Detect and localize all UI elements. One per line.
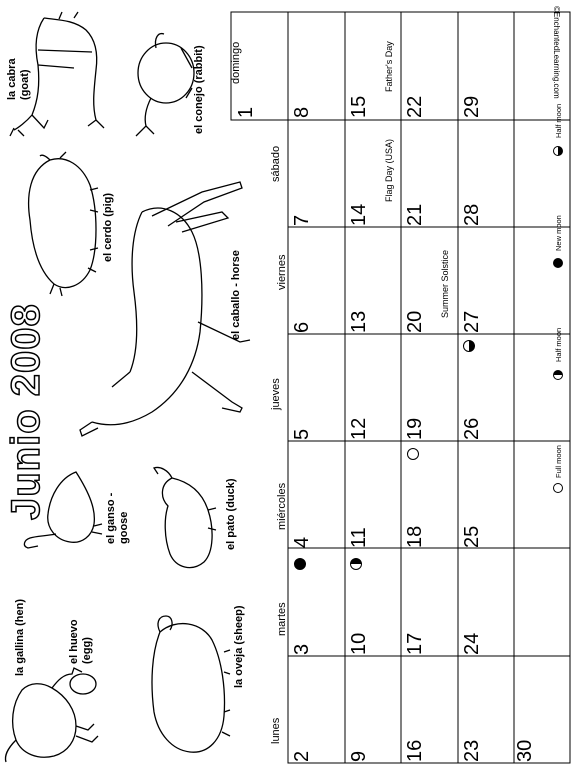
day-13: 13 (348, 310, 370, 333)
day-24: 24 (461, 632, 483, 655)
day-30: 30 (514, 739, 536, 762)
day-1: 1 (235, 106, 257, 118)
duck-icon (150, 458, 220, 578)
label-horse: el caballo - horse (230, 250, 242, 340)
label-sheep: la oveja (sheep) (233, 605, 245, 688)
label-duck: el pato (duck) (225, 478, 237, 550)
day-11: 11 (348, 527, 370, 548)
legend-half-moon-1: Half moon (554, 327, 563, 362)
moon-new-icon (294, 558, 306, 570)
legend-new-moon-icon (553, 258, 563, 268)
day-5: 5 (291, 428, 313, 440)
weekday-martes: martes (276, 602, 288, 636)
day-9: 9 (348, 750, 370, 762)
day-26: 26 (461, 417, 483, 440)
day-29: 29 (461, 95, 483, 118)
page-title: Junio 2008 (4, 303, 48, 520)
sheep-icon (146, 612, 232, 758)
goose-icon (16, 466, 106, 556)
weekday-jueves: jueves (270, 378, 282, 410)
day-2: 2 (291, 750, 313, 762)
horse-icon (72, 172, 262, 442)
legend-full-moon-icon (553, 483, 563, 493)
day-3: 3 (291, 643, 313, 655)
event-summer-solstice: Summer Solstice (440, 249, 450, 318)
day-10: 10 (348, 632, 370, 655)
day-7: 7 (291, 214, 313, 226)
egg-icon (68, 672, 98, 696)
day-6: 6 (291, 321, 313, 333)
weekday-miercoles: miércoles (276, 482, 288, 530)
day-21: 21 (404, 203, 426, 226)
day-25: 25 (461, 525, 483, 548)
copyright-text: ©EnchantedLearning.com (552, 6, 561, 99)
day-16: 16 (404, 739, 426, 762)
label-rabbit: el conejo (rabbit) (193, 45, 205, 134)
label-hen: la gallina (hen) (14, 598, 26, 676)
weekday-viernes: viernes (276, 254, 288, 290)
day-20: 20 (404, 310, 426, 333)
legend-full-moon: Full moon (554, 445, 563, 478)
day-8: 8 (291, 106, 313, 118)
legend-half-moon-2: Half moon (554, 103, 563, 138)
weekday-lunes: lunes (270, 717, 282, 744)
event-flag-day: Flag Day (USA) (384, 138, 394, 202)
legend-new-moon: New moon (554, 215, 563, 251)
legend-half-moon-icon (553, 146, 563, 156)
day-14: 14 (348, 203, 370, 226)
day-15: 15 (348, 95, 370, 118)
label-goat: la cabra (goat) (6, 58, 31, 100)
label-goose: el ganso - goose (105, 492, 130, 544)
legend-half-moon-icon (553, 370, 563, 380)
label-pig: el cerdo (pig) (102, 192, 114, 262)
moon-full-icon (407, 448, 419, 460)
day-27: 27 (461, 310, 483, 333)
day-4: 4 (291, 536, 313, 548)
day-28: 28 (461, 203, 483, 226)
day-19: 19 (404, 417, 426, 440)
day-12: 12 (348, 417, 370, 440)
weekday-sabado: sábado (270, 145, 282, 182)
goat-icon (4, 10, 114, 140)
event-fathers-day: Father's Day (384, 41, 394, 92)
weekday-domingo: domingo (230, 41, 242, 84)
day-23: 23 (461, 739, 483, 762)
day-18: 18 (404, 525, 426, 548)
day-22: 22 (404, 95, 426, 118)
label-egg: el huevo (egg) (68, 619, 93, 664)
day-17: 17 (404, 632, 426, 655)
moon-half-icon (463, 340, 475, 352)
moon-half-icon (350, 558, 362, 570)
rabbit-icon (126, 28, 196, 138)
